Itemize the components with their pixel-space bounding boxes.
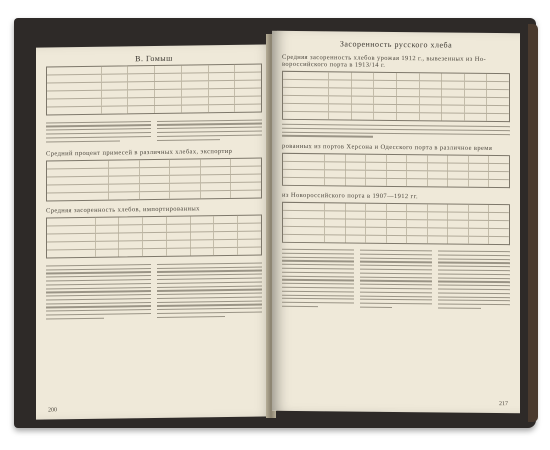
left-body-text-2 bbox=[46, 260, 262, 322]
left-table-1 bbox=[46, 63, 262, 115]
right-table-caption-3: из Новороссийского порта в 1907—1912 гг. bbox=[282, 191, 418, 200]
left-table-3 bbox=[46, 215, 262, 259]
left-table-caption-2: Средняя засоренность хлебов, импортированных bbox=[46, 205, 200, 215]
book-cover-edge bbox=[528, 24, 538, 422]
right-table-caption-1: Средняя засоренность хлебов урожая 1912 г., вывезенных из Но-вороссийского порта в 1913/14 г. bbox=[282, 53, 487, 69]
left-body-text-1 bbox=[46, 116, 262, 144]
left-table-2 bbox=[46, 158, 262, 202]
left-page bbox=[36, 44, 272, 419]
right-body-text-1 bbox=[282, 124, 510, 139]
right-table-caption-2: рованных из портов Херсона и Одесского порта в различное время bbox=[282, 142, 493, 152]
left-page-number: 200 bbox=[48, 407, 57, 414]
right-body-text-2 bbox=[282, 246, 510, 311]
right-running-header: Засоренность русского хлеба bbox=[339, 39, 453, 50]
right-table-1 bbox=[282, 71, 510, 122]
right-page bbox=[272, 31, 520, 414]
open-book bbox=[14, 18, 536, 428]
left-table-caption-1: Средний процент примесей в различных хлебах, экспортир bbox=[46, 148, 233, 158]
right-table-3 bbox=[282, 201, 510, 244]
left-running-header: В. Гомыш bbox=[135, 53, 173, 64]
right-page-number: 217 bbox=[499, 401, 508, 408]
right-table-2 bbox=[282, 152, 510, 187]
